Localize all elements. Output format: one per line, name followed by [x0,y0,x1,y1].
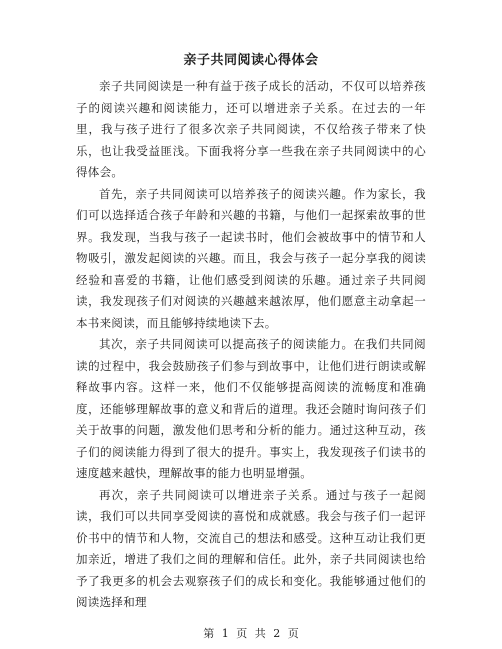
paragraph-2: 首先，亲子共同阅读可以培养孩子的阅读兴趣。作为家长，我们可以选择适合孩子年龄和兴趣的书籍，与他们一起探索故事的世界。我发现，当我与孩子一起读书时，他们会被故事中的情节和人物吸引，激发起阅读的兴趣。而且，我会与孩子一起分享我的阅读经验和喜爱的书籍，让他们感受到阅读的乐趣。通过亲子共同阅读，我发现孩子们对阅读的兴趣越来越浓厚，他们愿意主动拿起一本书来阅读，而且能够持续地读下去。 [76,186,426,330]
paragraph-1: 亲子共同阅读是一种有益于孩子成长的活动，不仅可以培养孩子的阅读兴趣和阅读能力，还可以增进亲子关系。在过去的一年里，我与孩子进行了很多次亲子共同阅读，不仅给孩子带来了快乐，也让我受益匪浅。下面我将分享一些我在亲子共同阅读中的心得体会。 [76,79,426,179]
page-number-footer: 第 1 页 共 2 页 [203,627,299,640]
paragraph-3: 其次，亲子共同阅读可以提高孩子的阅读能力。在我们共同阅读的过程中，我会鼓励孩子们参与到故事中，让他们进行朗读或解释故事内容。这样一来，他们不仅能够提高阅读的流畅度和准确度，还能够理解故事的意义和背后的道理。我还会随时询问孩子们关于故事的问题，激发他们思考和分析的能力。通过这种互动，孩子们的阅读能力得到了很大的提升。事实上，我发现孩子们读书的速度越来越快，理解故事的能力也明显增强。 [76,337,426,480]
document-body [76,76,426,614]
document-title: 亲子共同阅读心得体会 [183,53,319,68]
paragraph-4: 再次，亲子共同阅读可以增进亲子关系。通过与孩子一起阅读，我们可以共同享受阅读的喜悦和成就感。我会与孩子们一起评价书中的情节和人物，交流自己的想法和感受。这种互动让我们更加亲近，增进了我们之间的理解和信任。此外，亲子共同阅读也给予了我更多的机会去观察孩子们的成长和变化。我能够通过他们的阅读选择和理 [76,487,426,609]
